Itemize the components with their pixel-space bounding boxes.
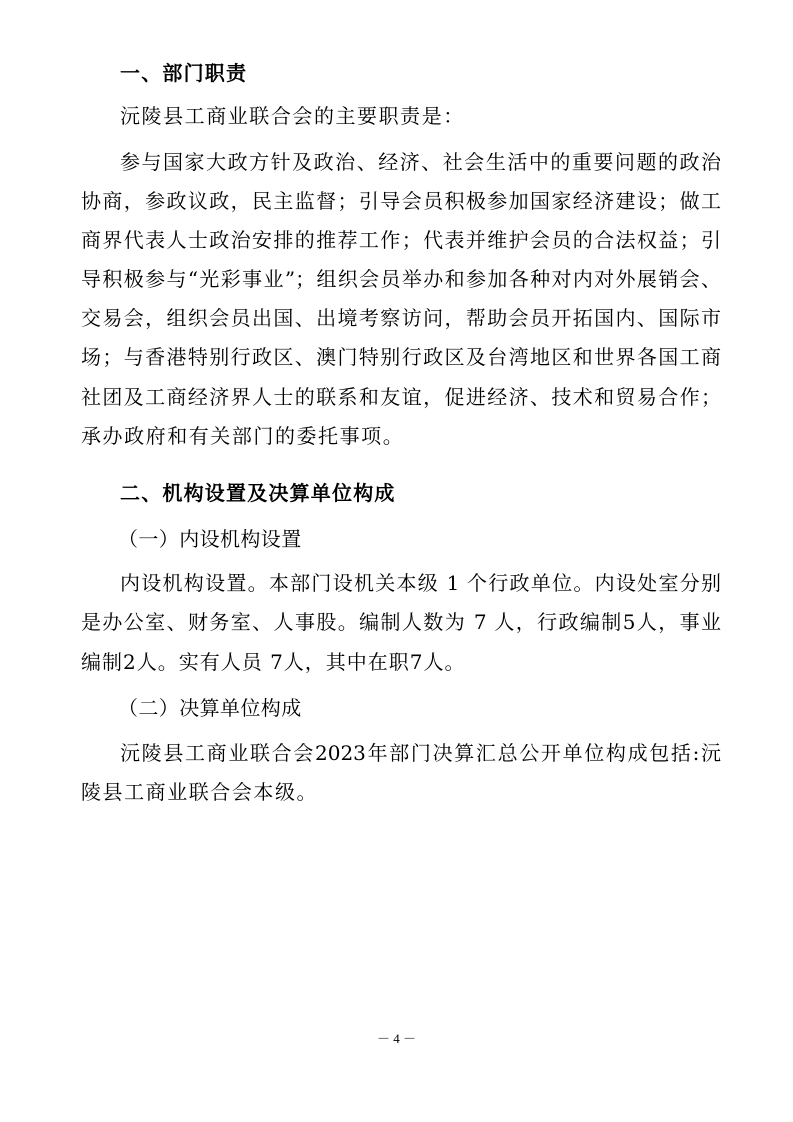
internal-line-2: 是办公室、财务室、人事股。编制人数为 7 人，行政编制5人，事业 [81,610,721,634]
subsection-title-internal: （一）内设机构设置 [118,527,302,551]
section-heading-duties: 一、部门职责 [120,61,248,85]
section-heading-organization: 二、机构设置及决算单位构成 [120,481,396,505]
duties-line-3: 商界代表人士政治安排的推荐工作；代表并维护会员的合法权益；引 [81,228,721,252]
units-line-2: 陵县工商业联合会本级。 [81,780,319,804]
duties-line-5: 交易会，组织会员出国、出境考察访问，帮助会员开拓国内、国际市 [81,306,721,330]
units-line-1: 沅陵县工商业联合会2023年部门决算汇总公开单位构成包括:沅 [120,741,721,765]
internal-line-3: 编制2人。实有人员 7人，其中在职7人。 [81,650,466,674]
duties-line-2: 协商，参政议政，民主监督；引导会员积极参加国家经济建设；做工 [81,189,721,213]
duties-line-4: 导积极参与“光彩事业”；组织会员举办和参加各种对内对外展销会、 [81,267,721,291]
page-number: － 4 － [376,1031,416,1046]
duties-line-7: 社团及工商经济界人士的联系和友谊，促进经济、技术和贸易合作； [81,385,721,409]
internal-line-1: 内设机构设置。本部门设机关本级 1 个行政单位。内设处室分别 [120,571,721,595]
duties-line-8: 承办政府和有关部门的委托事项。 [81,424,405,448]
duties-line-1: 参与国家大政方针及政治、经济、社会生活中的重要问题的政治 [120,150,721,174]
subsection-title-units: （二）决算单位构成 [118,696,302,720]
duties-line-6: 场；与香港特别行政区、澳门特别行政区及台湾地区和世界各国工商 [81,345,721,369]
duties-intro: 沅陵县工商业联合会的主要职责是： [120,104,465,128]
